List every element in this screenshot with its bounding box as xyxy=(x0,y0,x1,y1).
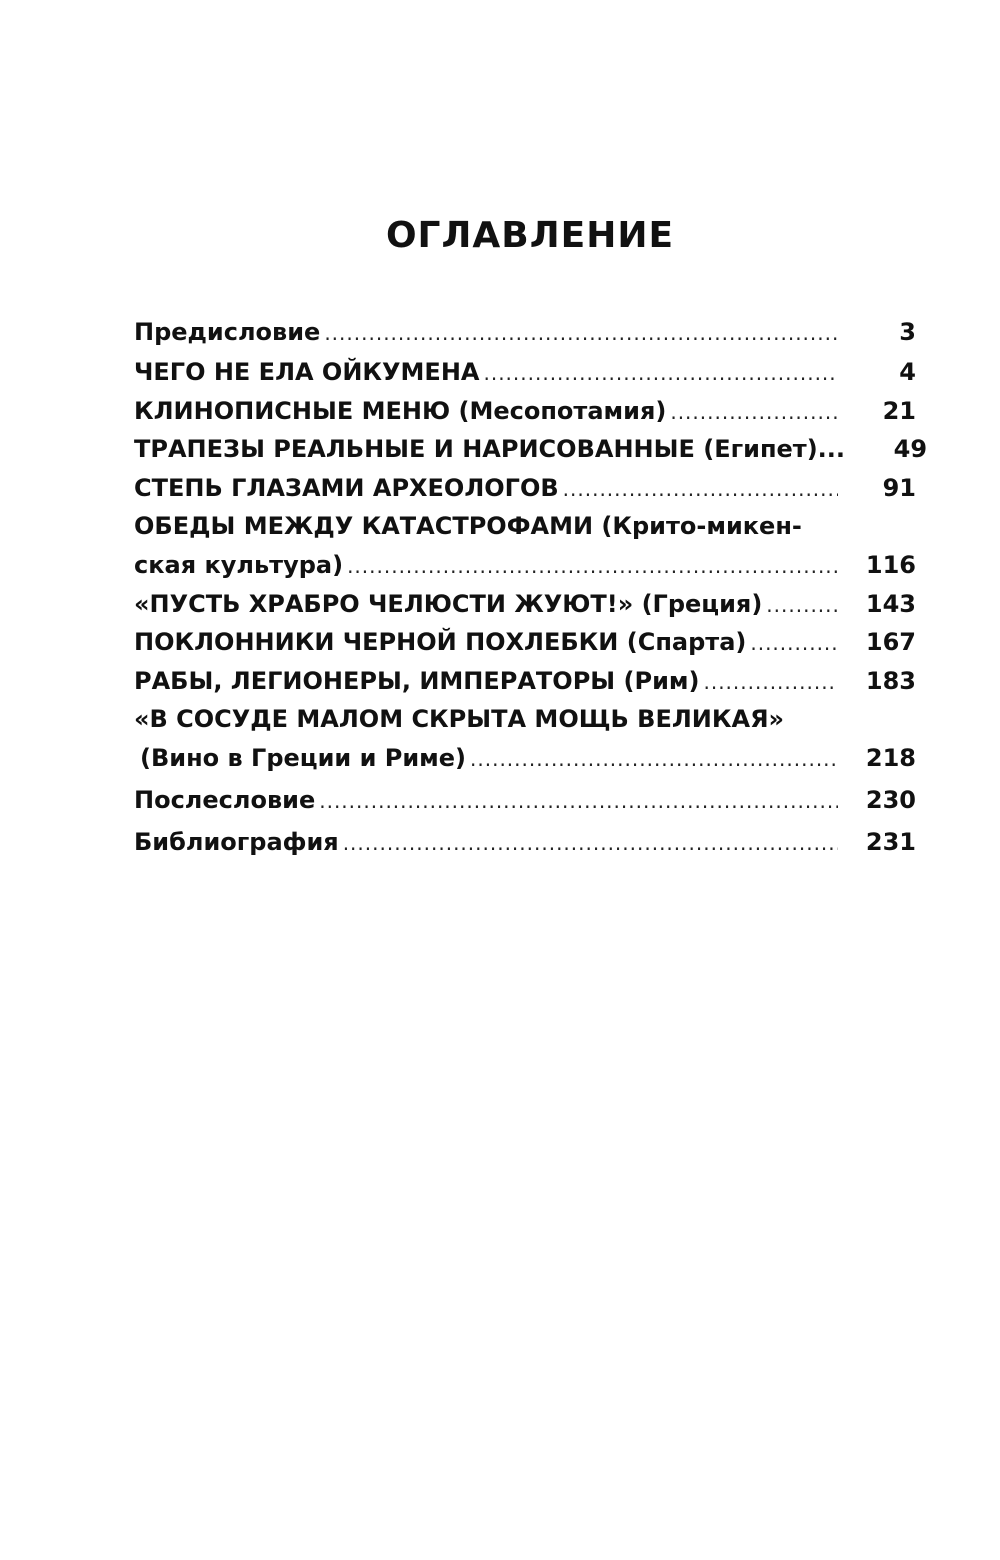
dot-leader xyxy=(470,740,838,779)
dot-leader xyxy=(347,547,838,586)
toc-page-number: 230 xyxy=(865,785,916,814)
toc-entry-line-2 xyxy=(134,739,916,781)
dot-leader xyxy=(563,470,838,509)
toc-entry xyxy=(134,430,928,469)
toc-entry-title: Предисловие xyxy=(134,318,321,346)
toc-page-number: 91 xyxy=(882,473,916,502)
toc-page-number: 183 xyxy=(865,666,916,695)
toc-entry-title: СТЕПЬ ГЛАЗАМИ АРХЕОЛОГОВ xyxy=(134,473,559,502)
dot-leader xyxy=(319,782,838,821)
toc-entry-title: Послесловие xyxy=(134,785,316,814)
toc-entry-title-continued: (Вино в Греции и Риме) xyxy=(140,743,467,772)
toc-entry-title: «ПУСТЬ ХРАБРО ЧЕЛЮСТИ ЖУЮТ!» (Греция) xyxy=(134,589,763,618)
toc-entry xyxy=(134,823,916,862)
dot-leader xyxy=(670,393,838,432)
toc-entry xyxy=(134,781,916,823)
dot-leader xyxy=(750,624,838,663)
toc-entry-title: Библиография xyxy=(134,827,339,856)
toc-entry-line-2 xyxy=(134,546,916,585)
dot-leader xyxy=(324,314,838,353)
dot-leader xyxy=(766,586,838,625)
toc-page-number: 218 xyxy=(865,743,916,772)
toc-page-number: 49 xyxy=(893,435,928,464)
toc-page-number: 167 xyxy=(865,628,916,657)
table-of-contents xyxy=(134,313,928,862)
toc-entry-line-1 xyxy=(134,507,916,546)
toc-page-number: 231 xyxy=(865,827,916,856)
toc-entry-title-continued: ская культура) xyxy=(134,550,344,579)
toc-entry xyxy=(134,353,916,392)
toc-entry-line-1 xyxy=(134,700,916,739)
toc-entry-title: ЧЕГО НЕ ЕЛА ОЙКУМЕНА xyxy=(134,358,480,386)
toc-entry xyxy=(134,313,916,353)
toc-entry xyxy=(134,623,916,662)
dot-leader xyxy=(483,354,838,393)
toc-entry-title: ОБЕДЫ МЕЖДУ КАТАСТРОФАМИ (Крито-микен- xyxy=(134,512,802,541)
dot-leader xyxy=(703,663,838,702)
toc-entry-title: КЛИНОПИСНЫЕ МЕНЮ (Месопотамия) xyxy=(134,396,667,425)
toc-page-number: 143 xyxy=(865,589,916,618)
toc-title: ОГЛАВЛЕНИЕ xyxy=(385,215,675,256)
toc-entry xyxy=(134,469,916,508)
toc-entry-title: «В СОСУДЕ МАЛОМ СКРЫТА МОЩЬ ВЕЛИКАЯ» xyxy=(134,705,785,734)
toc-page-number: 3 xyxy=(899,318,916,346)
toc-entry-title: ПОКЛОННИКИ ЧЕРНОЙ ПОХЛЕБКИ (Спарта) xyxy=(134,628,747,657)
toc-entry xyxy=(134,585,916,624)
toc-page-number: 21 xyxy=(882,396,916,425)
dot-leader xyxy=(343,824,838,863)
toc-entry-title: РАБЫ, ЛЕГИОНЕРЫ, ИМПЕРАТОРЫ (Рим) xyxy=(134,666,700,695)
toc-entry xyxy=(134,662,916,701)
toc-page-number: 4 xyxy=(899,358,916,386)
toc-entry-title: ТРАПЕЗЫ РЕАЛЬНЫЕ И НАРИСОВАННЫЕ (Египет)... xyxy=(134,435,846,464)
toc-entry xyxy=(134,392,916,431)
toc-page-number: 116 xyxy=(865,550,916,579)
